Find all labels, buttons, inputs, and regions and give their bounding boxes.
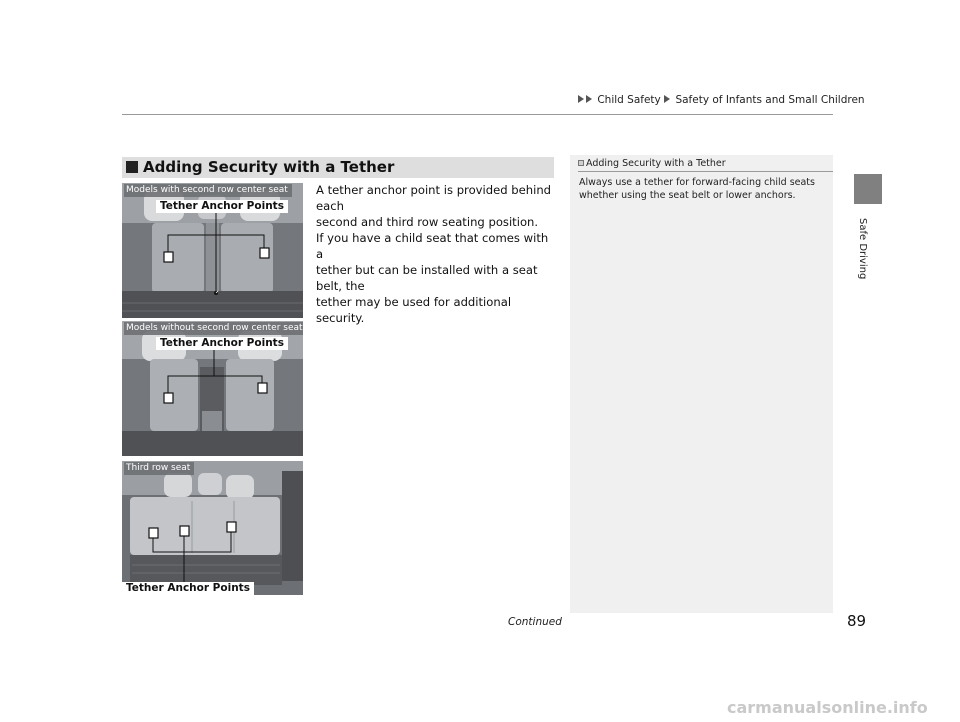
note-reference-icon bbox=[578, 160, 584, 166]
note-title bbox=[578, 158, 726, 169]
section-heading bbox=[122, 157, 554, 178]
breadcrumb-item-child-safety[interactable]: Child Safety bbox=[597, 94, 661, 106]
continued-label: Continued bbox=[508, 616, 562, 628]
watermark: carmanualsonline.info bbox=[727, 698, 928, 717]
breadcrumb bbox=[578, 94, 865, 106]
figure-callout: Tether Anchor Points bbox=[156, 200, 288, 213]
figure-caption: Third row seat bbox=[124, 462, 194, 475]
note-title-text: Adding Security with a Tether bbox=[586, 158, 726, 169]
figure-callout: Tether Anchor Points bbox=[122, 582, 254, 595]
body-line: A tether anchor point is provided behind each bbox=[316, 183, 552, 213]
chapter-tab-label: Safe Driving bbox=[857, 218, 868, 280]
breadcrumb-arrow-icon bbox=[586, 95, 592, 103]
breadcrumb-item-safety-infants[interactable]: Safety of Infants and Small Children bbox=[675, 94, 865, 106]
breadcrumb-arrow-icon bbox=[664, 95, 670, 103]
section-body bbox=[316, 182, 556, 326]
section-square-icon bbox=[126, 161, 138, 173]
body-line: tether may be used for additional security. bbox=[316, 295, 512, 325]
page-number: 89 bbox=[847, 612, 867, 630]
note-divider bbox=[578, 171, 833, 172]
breadcrumb-arrow-icon bbox=[578, 95, 584, 103]
body-line: If you have a child seat that comes with a bbox=[316, 231, 549, 261]
figure-caption: Models with second row center seat bbox=[124, 184, 292, 197]
header-divider bbox=[122, 114, 833, 115]
section-title: Adding Security with a Tether bbox=[143, 158, 395, 176]
body-line: tether but can be installed with a seat belt, the bbox=[316, 263, 538, 293]
chapter-tab-marker bbox=[854, 174, 882, 204]
body-line: second and third row seating position. bbox=[316, 215, 539, 229]
note-body: Always use a tether for forward-facing child seats whether using the seat belt or lower anchors. bbox=[579, 177, 815, 201]
figure-caption: Models without second row center seat bbox=[124, 322, 303, 335]
figure-second-row-without-center-seat bbox=[122, 321, 303, 456]
figure-second-row-with-center-seat bbox=[122, 183, 303, 318]
photo-third-row-seats bbox=[122, 461, 303, 595]
note-panel bbox=[570, 155, 833, 613]
figure-third-row-seat bbox=[122, 461, 303, 595]
figure-callout: Tether Anchor Points bbox=[156, 337, 288, 350]
